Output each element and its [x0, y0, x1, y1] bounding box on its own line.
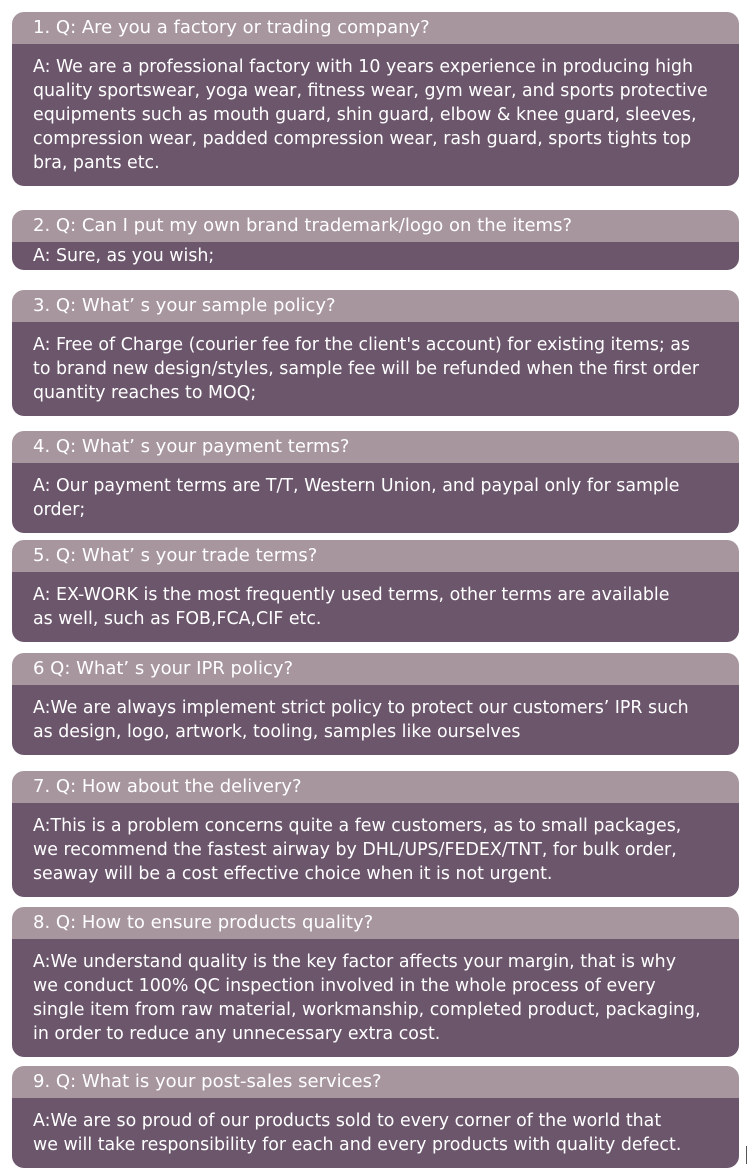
faq-question: 1. Q: Are you a factory or trading company? [12, 12, 739, 44]
faq-item-7 [12, 771, 739, 897]
faq-question: 8. Q: How to ensure products quality? [12, 907, 739, 939]
faq-question: 7. Q: How about the delivery? [12, 771, 739, 803]
faq-answer: A:We understand quality is the key factor affects your margin, that is why we conduct 100% QC inspection involved in the whole process of every single item from raw material, workmanship, completed product, packaging, in order to reduce any unnecessary extra cost. [12, 939, 739, 1057]
faq-item-6 [12, 653, 739, 755]
faq-item-2 [12, 210, 739, 270]
edge-mark [746, 1146, 747, 1164]
faq-question: 9. Q: What is your post-sales services? [12, 1066, 739, 1098]
faq-item-5 [12, 540, 739, 642]
faq-question: 4. Q: What’ s your payment terms? [12, 431, 739, 463]
faq-item-3 [12, 290, 739, 416]
faq-question: 5. Q: What’ s your trade terms? [12, 540, 739, 572]
faq-item-8 [12, 907, 739, 1057]
faq-answer: A:We are so proud of our products sold to every corner of the world that we will take responsibility for each and every products with quality defect. [12, 1098, 739, 1168]
faq-answer: A: EX-WORK is the most frequently used terms, other terms are available as well, such as FOB,FCA,CIF etc. [12, 572, 739, 642]
faq-item-1 [12, 12, 739, 186]
faq-answer: A:This is a problem concerns quite a few customers, as to small packages, we recommend the fastest airway by DHL/UPS/FEDEX/TNT, for bulk order, seaway will be a cost effective choice when it is not urgent. [12, 803, 739, 897]
faq-question: 6 Q: What’ s your IPR policy? [12, 653, 739, 685]
faq-answer: A: Our payment terms are T/T, Western Union, and paypal only for sample order; [12, 463, 739, 533]
faq-question: 3. Q: What’ s your sample policy? [12, 290, 739, 322]
faq-answer: A: We are a professional factory with 10 years experience in producing high quality sportswear, yoga wear, fitness wear, gym wear, and sports protective equipments such as mouth guard, shin guard, elbow & knee guard, sleeves, compression wear, padded compression wear, rash guard, sports tights top bra, pants etc. [12, 44, 739, 186]
faq-answer: A: Sure, as you wish; [12, 242, 739, 270]
faq-question: 2. Q: Can I put my own brand trademark/logo on the items? [12, 210, 739, 242]
faq-answer: A: Free of Charge (courier fee for the client's account) for existing items; as to brand new design/styles, sample fee will be refunded when the first order quantity reaches to MOQ; [12, 322, 739, 416]
faq-item-4 [12, 431, 739, 533]
faq-item-9 [12, 1066, 739, 1168]
faq-answer: A:We are always implement strict policy to protect our customers’ IPR such as design, logo, artwork, tooling, samples like ourselves [12, 685, 739, 755]
